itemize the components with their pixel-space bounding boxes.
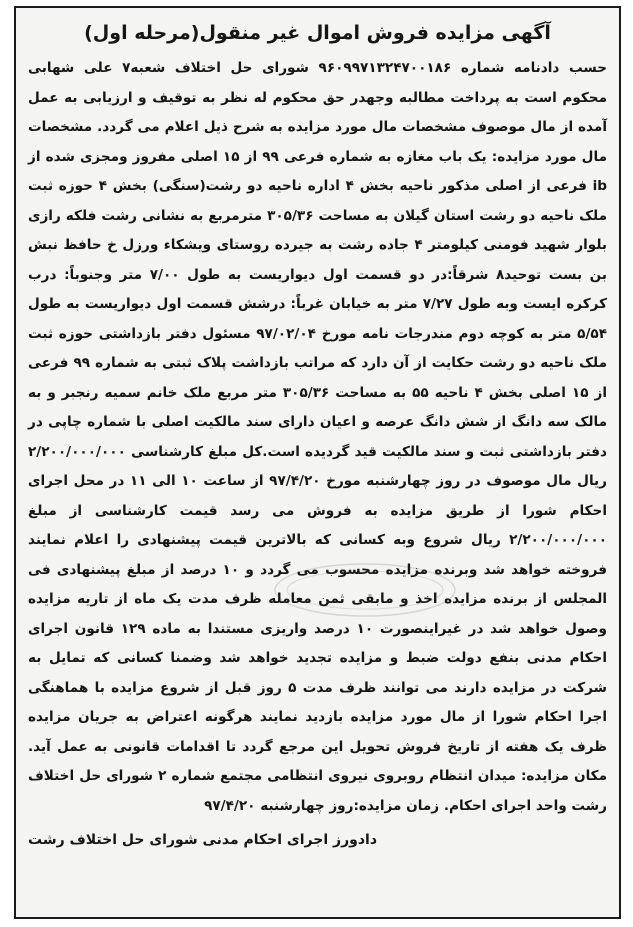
notice-body: حسب دادنامه شماره ۹۶۰۹۹۷۱۳۲۴۷۰۰۱۸۶ شورای حل اختلاف شعبه۷ علی شهابی محکوم است به پرداخت مطالبه وجهدر حق محکوم له نظر به توقیف و ارزیابی به عمل آمده از مال موصوف مشخصات مال مورد مزایده به شرح ذیل اعلام می گردد. مشخصات مال مورد مزایده: یک باب مغازه به شماره فرعی ۹۹ از ۱۵ اصلی مفروز ومجزی شده از ib فرعی از اصلی مذکور ناحیه بخش ۴ اداره ناحیه دو رشت(سنگی) بخش ۴ حوزه ثبت ملک ناحیه دو رشت استان گیلان به مساحت ۳۰۵/۳۶ مترمربع به نشانی رشت فلکه رازی بلوار شهید فومنی کیلومتر ۴ جاده رشت به جیرده روستای ویشکاء ورزل خ حافظ نبش بن بست توحید۸ شرقاً:در دو قسمت اول دیواریست به طول ۷/۰۰ متر وجنوباً: درب کرکره ایست وبه طول ۷/۲۷ متر به خیابان غرباً: درشش قسمت اول دیواریست به طول ۵/۵۴ متر به کوچه دوم مندرجات نامه مورخ ۹۷/۰۲/۰۴ مسئول دفتر بازداشتی حوزه ثبت ملک ناحیه دو رشت حکایت از آن دارد که مراتب بازداشت پلاک ثبتی به شماره ۹۹ فرعی از ۱۵ اصلی بخش ۴ ناحیه ۵۵ به مساحت ۳۰۵/۳۶ متر مربع ملک خانم سمیه رنجبر و به مالک سه دانگ از شش دانگ عرصه و اعیان دارای سند مالکیت اصلی با شماره چاپی در دفتر بازداشتی ثبت و سند مالکیت قید گردیده است.کل مبلغ کارشناسی ۲/۲۰۰/۰۰۰/۰۰۰ ریال مال موصوف در روز چهارشنبه مورخ ۹۷/۴/۲۰ از ساعت ۱۰ الی ۱۱ در محل اجرای احکام شورا از طریق مزایده به فروش می رسد قیمت کارشناسی از مبلغ ۲/۲۰۰/۰۰۰/۰۰۰ ریال شروع وبه کسانی که بالاترین قیمت پیشنهادی را اعلام نمایند فروخته خواهد شد وبرنده مزایده محسوب می گردد و ۱۰ درصد از مبلغ پیشنهادی فی المجلس از برنده مزایده اخذ و مابقی ثمن معامله ظرف مدت یک ماه از تاریه مزایده وصول خواهد شد در غیراینصورت ۱۰ درصد واریزی مستندا به ماده ۱۲۹ قانون اجرای احکام مدنی بنفع دولت ضبط و مزایده تجدید خواهد شد وضمنا کسانی که تمایل به شرکت در مزایده دارند می توانند ظرف مدت ۵ روز قبل از شروع مزایده با هماهنگی اجرا احکام شورا از مال مورد مزایده بازدید نمایند هرگونه اعتراض به جریان مزایده ظرف یک هفته از تاریخ فروش تحویل این مرجع گردد تا اقدامات قانونی به عمل آید. مکان مزایده: میدان انتظام روبروی نیروی انتظامی مجتمع شماره ۲ شورای حل اختلاف رشت واحد اجرای احکام. زمان مزایده:روز چهارشنبه ۹۷/۴/۲۰	[28, 60, 608, 814]
auction-notice	[14, 6, 621, 919]
notice-signature: دادورز اجرای احکام مدنی شورای حل اختلاف رشت	[28, 832, 378, 848]
notice-title: آگهی مزایده فروش اموال غیر منقول(مرحله اول)	[84, 22, 551, 44]
